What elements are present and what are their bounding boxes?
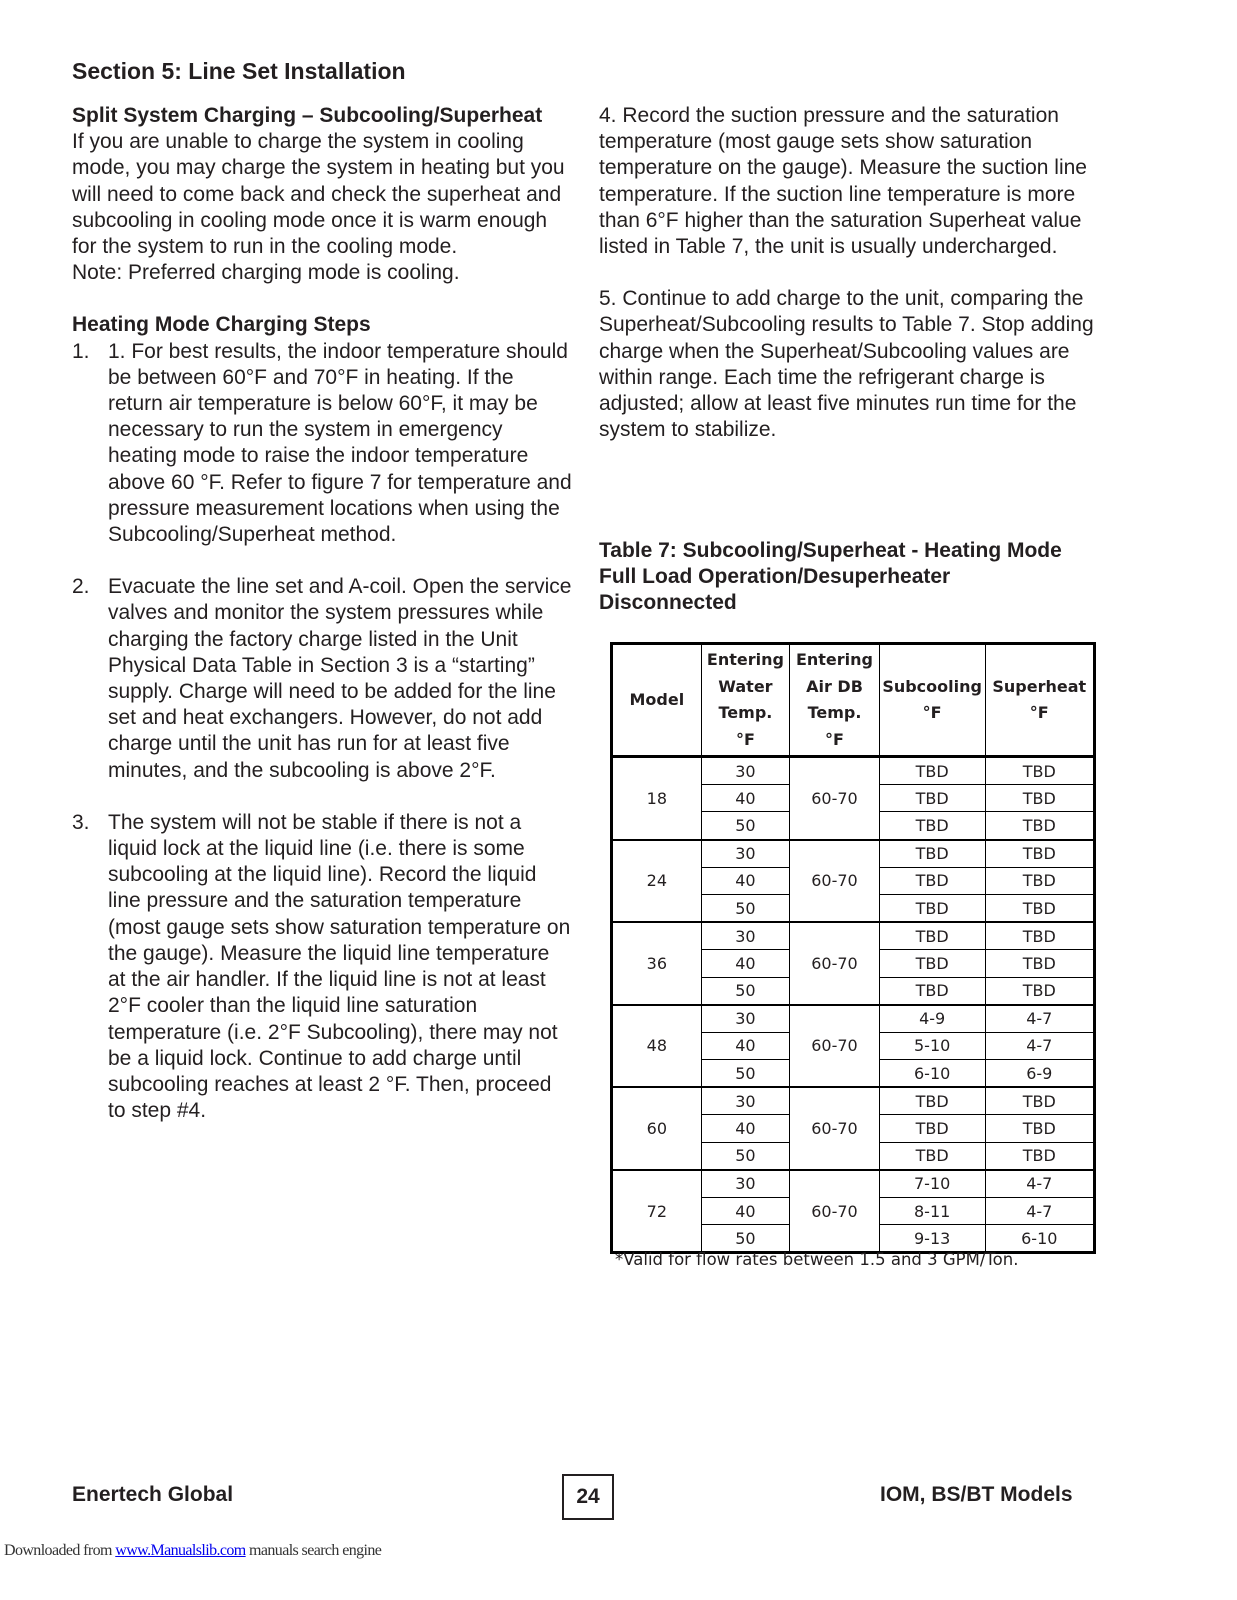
intro-paragraph: If you are unable to charge the system in cooling mode, you may charge the system in heating but you will need to come back and check the superheat and subcooling in cooling mode once it is warm enough for the system to run in the cooling mode. — [72, 130, 565, 259]
cell-subcooling: TBD — [879, 1142, 985, 1170]
cell-entering-air: 60-70 — [790, 1005, 880, 1088]
table-footnote: *Valid for flow rates between 1.5 and 3 GPM/Ton. — [615, 1250, 1019, 1269]
cell-superheat: 4-7 — [985, 1032, 1094, 1059]
cell-subcooling: TBD — [879, 812, 985, 840]
cell-entering-water: 50 — [701, 812, 790, 840]
cell-subcooling: TBD — [879, 894, 985, 922]
table-row — [612, 1170, 1095, 1198]
cell-superheat: 4-7 — [985, 1005, 1094, 1033]
cell-entering-water: 50 — [701, 1060, 790, 1088]
cell-entering-water: 50 — [701, 977, 790, 1005]
cell-superheat: TBD — [985, 1115, 1094, 1142]
cell-superheat: 4-7 — [985, 1170, 1094, 1198]
cell-entering-water: 30 — [701, 1170, 790, 1198]
cell-subcooling: TBD — [879, 840, 985, 868]
cell-model: 48 — [612, 1005, 702, 1088]
step-number: 3. — [72, 810, 90, 834]
page-number: 24 — [562, 1474, 614, 1520]
cell-superheat: TBD — [985, 840, 1094, 868]
section-title: Section 5: Line Set Installation — [72, 58, 406, 84]
left-column — [72, 103, 572, 1124]
cell-subcooling: 7-10 — [879, 1170, 985, 1198]
cell-subcooling: TBD — [879, 1087, 985, 1115]
cell-superheat: 6-9 — [985, 1060, 1094, 1088]
step-3 — [72, 810, 572, 1124]
cell-entering-water: 30 — [701, 1087, 790, 1115]
step-1 — [72, 339, 572, 549]
cell-model: 24 — [612, 840, 702, 923]
cell-entering-water: 40 — [701, 1198, 790, 1225]
cell-model: 60 — [612, 1087, 702, 1170]
cell-superheat: TBD — [985, 867, 1094, 894]
table-row — [612, 1005, 1095, 1033]
cell-subcooling: 5-10 — [879, 1032, 985, 1059]
step-5: 5. Continue to add charge to the unit, comparing the Superheat/Subcooling results to Table 7. Stop adding charge when the Superheat/Subcooling values are within range. Each time the refrigerant charge is adjusted; allow at least five minutes run time for the system to stabilize. — [599, 287, 1094, 442]
header-model: Model — [612, 644, 702, 757]
download-banner — [4, 1542, 381, 1560]
table-title-line: Table 7: Subcooling/Superheat - Heating Mode — [599, 539, 1062, 562]
step-number: 2. — [72, 575, 90, 599]
download-suffix: manuals search engine — [245, 1542, 382, 1559]
cell-entering-water: 30 — [701, 922, 790, 950]
step-text: The system will not be stable if there is not a liquid lock at the liquid line (i.e. there is some subcooling at the liquid line). Record the liquid line pressure and the saturation temperature (most gauge sets show saturation temperature on the gauge). Measure the liquid line temperature at the air handler. If the liquid line is not at least 2°F cooler than the liquid line saturation temperature (i.e. 2°F Subcooling), there may not be a liquid lock. Continue to add charge until subcooling reaches at least 2 °F. Then, proceed to step #4. — [108, 810, 571, 1123]
cell-subcooling: TBD — [879, 922, 985, 950]
cell-entering-water: 30 — [701, 840, 790, 868]
cell-subcooling: TBD — [879, 757, 985, 785]
cell-superheat: TBD — [985, 922, 1094, 950]
step-2 — [72, 574, 572, 784]
cell-entering-water: 40 — [701, 1115, 790, 1142]
cell-entering-water: 30 — [701, 1005, 790, 1033]
table-title — [599, 538, 1119, 617]
header-subcooling: Subcooling °F — [879, 644, 985, 757]
cell-superheat: 4-7 — [985, 1198, 1094, 1225]
manualslib-link[interactable]: www.Manualslib.com — [115, 1542, 246, 1559]
cell-entering-water: 40 — [701, 950, 790, 977]
cell-entering-water: 50 — [701, 1142, 790, 1170]
cell-superheat: TBD — [985, 1142, 1094, 1170]
cell-entering-air: 60-70 — [790, 922, 880, 1005]
cell-model: 72 — [612, 1170, 702, 1253]
table-row — [612, 840, 1095, 868]
cell-entering-water: 50 — [701, 1225, 790, 1253]
cell-superheat: 6-10 — [985, 1225, 1094, 1253]
cell-subcooling: 8-11 — [879, 1198, 985, 1225]
cell-subcooling: 6-10 — [879, 1060, 985, 1088]
cell-subcooling: TBD — [879, 950, 985, 977]
note-paragraph: Note: Preferred charging mode is cooling. — [72, 261, 460, 285]
cell-superheat: TBD — [985, 894, 1094, 922]
cell-model: 18 — [612, 757, 702, 840]
cell-entering-water: 50 — [701, 894, 790, 922]
table-row — [612, 757, 1095, 785]
cell-subcooling: TBD — [879, 867, 985, 894]
cell-subcooling: TBD — [879, 785, 985, 812]
cell-entering-water: 40 — [701, 1032, 790, 1059]
step-4: 4. Record the suction pressure and the saturation temperature (most gauge sets show saturation temperature on the gauge). Measure the suction line temperature. If the suction line temperature is more than 6°F higher than the saturation Superheat value listed in Table 7, the unit is usually undercharged. — [599, 104, 1087, 259]
cell-subcooling: 4-9 — [879, 1005, 985, 1033]
footer-company: Enertech Global — [72, 1483, 234, 1506]
heating-steps-heading: Heating Mode Charging Steps — [72, 313, 371, 337]
table-row — [612, 922, 1095, 950]
cell-entering-water: 40 — [701, 785, 790, 812]
header-entering-air: Entering Air DB Temp. °F — [790, 644, 880, 757]
cell-subcooling: TBD — [879, 1115, 985, 1142]
step-text: 1. For best results, the indoor temperature should be between 60°F and 70°F in heating. If the return air temperature is below 60°F, it may be necessary to run the system in emergency heating mode to raise the indoor temperature above 60 °F. Refer to figure 7 for temperature and pressure measurement locations when using the Subcooling/Superheat method. — [108, 339, 572, 547]
cell-superheat: TBD — [985, 785, 1094, 812]
cell-entering-air: 60-70 — [790, 1170, 880, 1253]
cell-superheat: TBD — [985, 950, 1094, 977]
cell-entering-air: 60-70 — [790, 840, 880, 923]
cell-superheat: TBD — [985, 977, 1094, 1005]
table-row — [612, 1087, 1095, 1115]
step-number: 1. — [72, 339, 90, 363]
table-title-line: Disconnected — [599, 591, 737, 615]
cell-entering-water: 30 — [701, 757, 790, 785]
cell-model: 36 — [612, 922, 702, 1005]
subcooling-superheat-table — [610, 642, 1096, 1254]
footer-models: IOM, BS/BT Models — [880, 1483, 1073, 1506]
split-charging-heading: Split System Charging – Subcooling/Superheat — [72, 104, 543, 127]
cell-superheat: TBD — [985, 757, 1094, 785]
download-prefix: Downloaded from — [4, 1542, 116, 1559]
cell-subcooling: TBD — [879, 977, 985, 1005]
table-title-line: Full Load Operation/Desuperheater — [599, 565, 951, 589]
header-entering-water: Entering Water Temp. °F — [701, 644, 790, 757]
cell-entering-air: 60-70 — [790, 757, 880, 840]
cell-entering-air: 60-70 — [790, 1087, 880, 1170]
table-header-row — [612, 644, 1095, 757]
table-body — [612, 757, 1095, 1253]
cell-entering-water: 40 — [701, 867, 790, 894]
step-text: Evacuate the line set and A-coil. Open the service valves and monitor the system pressures while charging the factory charge listed in the Unit Physical Data Table in Section 3 is a “starting” supply. Charge will need to be added for the line set and heat exchangers. However, do not add charge until the unit has run for at least five minutes, and the subcooling is above 2°F. — [108, 575, 572, 782]
cell-superheat: TBD — [985, 1087, 1094, 1115]
cell-superheat: TBD — [985, 812, 1094, 840]
header-superheat: Superheat °F — [985, 644, 1094, 757]
right-column — [599, 103, 1119, 443]
cell-subcooling: 9-13 — [879, 1225, 985, 1253]
